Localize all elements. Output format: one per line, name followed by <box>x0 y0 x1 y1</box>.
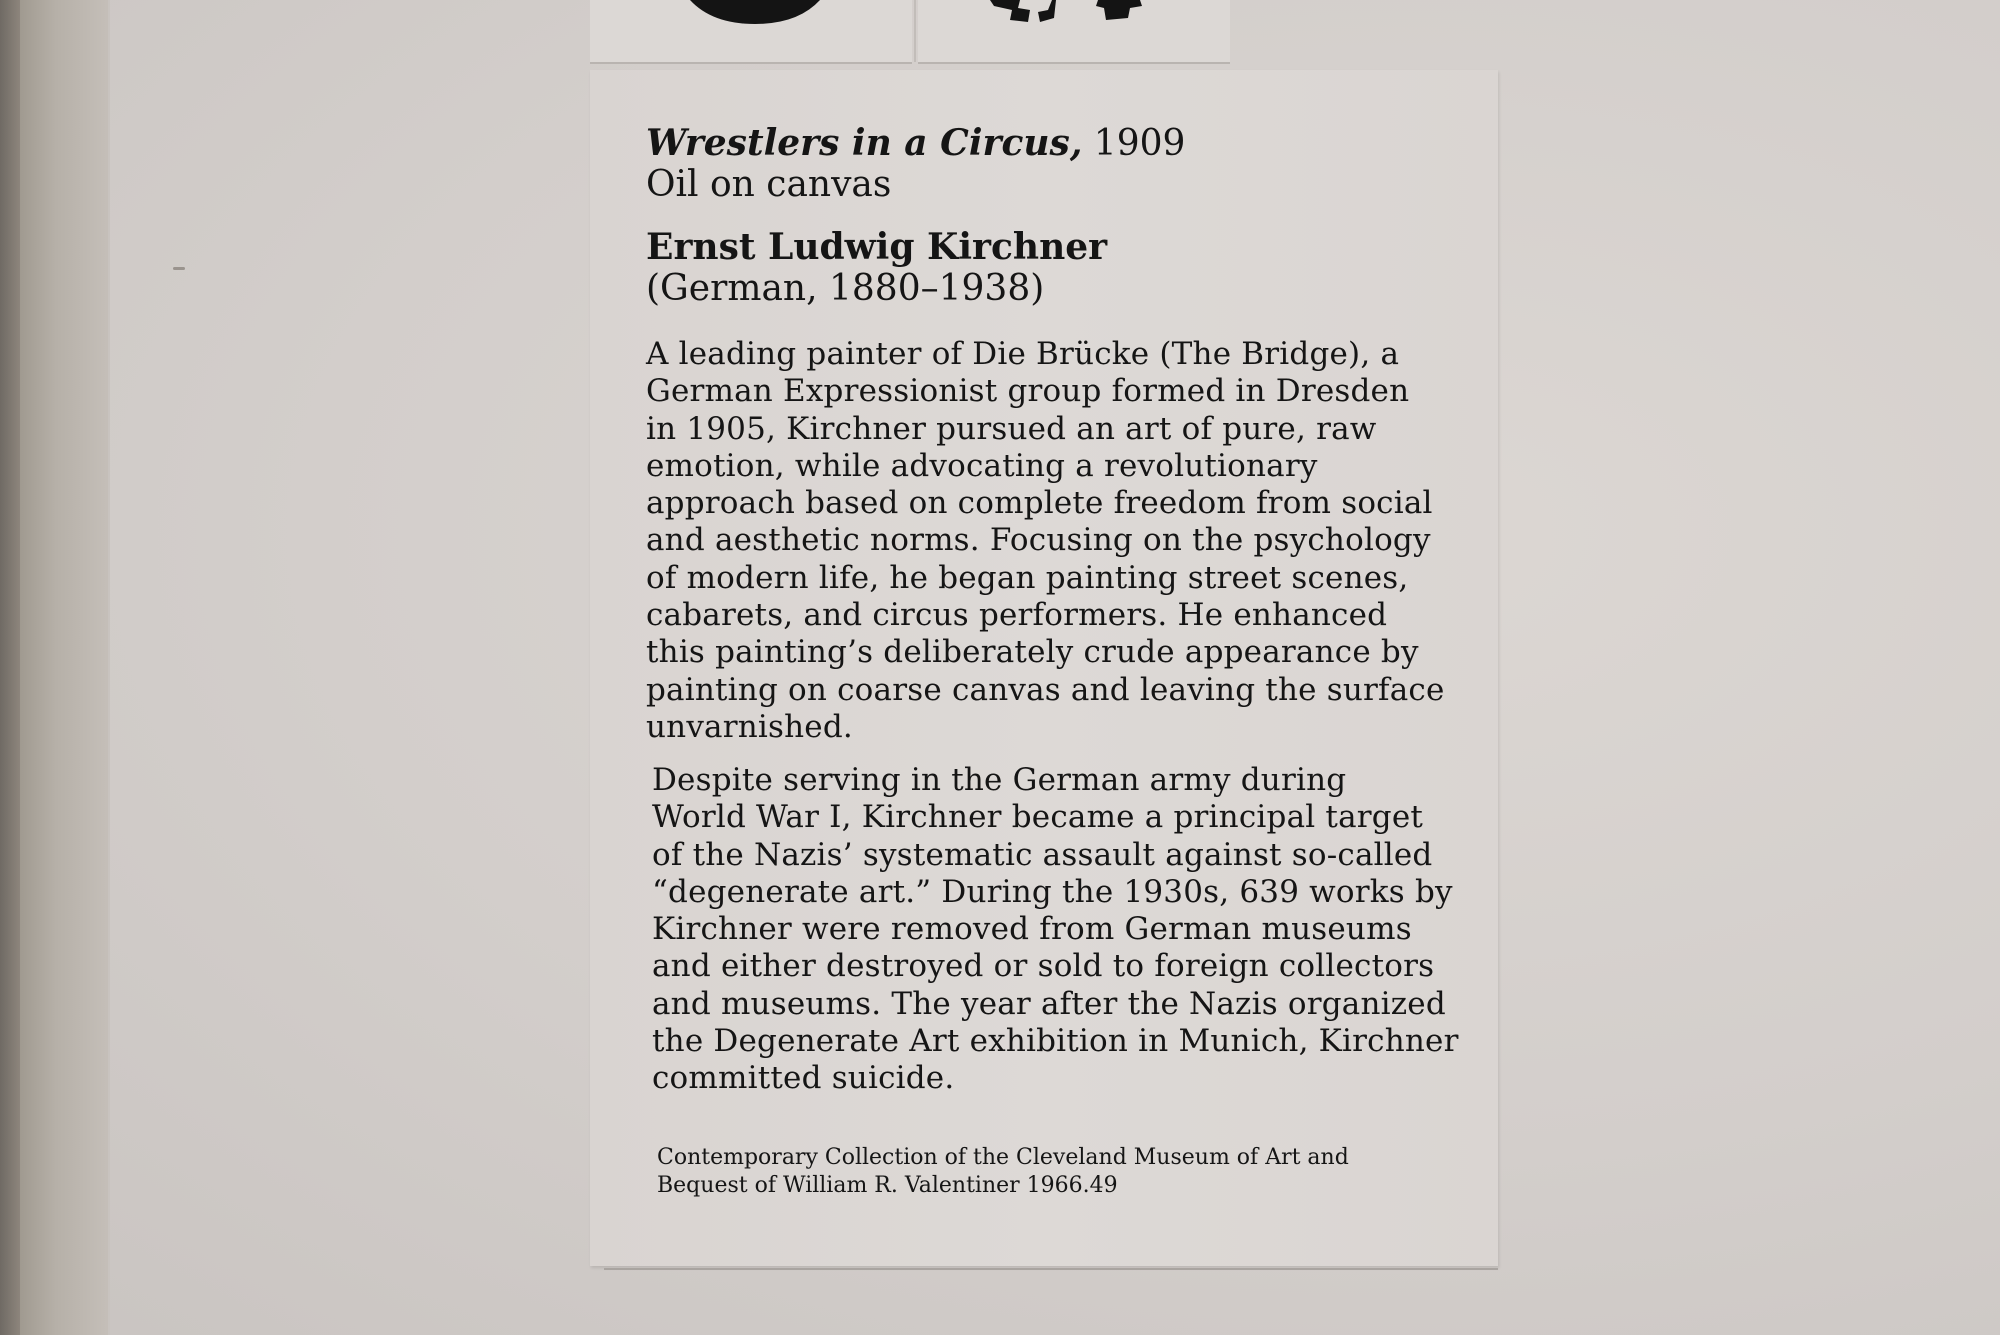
artwork-medium: Oil on canvas <box>646 164 892 205</box>
semicircle-graphic <box>690 0 820 24</box>
black-castellated-shape-icon <box>990 0 1160 26</box>
artwork-title: Wrestlers in a Circus, <box>646 122 1083 164</box>
wall-corner-edge <box>20 0 110 1335</box>
wall-nail-mark <box>173 267 185 270</box>
black-semicircle-icon <box>690 0 820 24</box>
label-bottom-edge <box>604 1268 1498 1270</box>
artist-name: Ernst Ludwig Kirchner <box>646 226 1108 268</box>
description-paragraph-1: A leading painter of Die Brücke (The Bridge), a German Expressionist group formed in Dresden in 1905, Kirchner pursued an art of pure, raw emotion, while advocating a revolutionary approach based on complete freedom from social and aesthetic norms. Focusing on the psychology of modern life, he began painting street scenes, cabarets, and circus performers. He enhanced this painting’s deliberately crude appearance by painting on coarse canvas and leaving the surface unvarnished. <box>646 336 1445 745</box>
doorway-shadow <box>0 0 20 1335</box>
credit-line: Contemporary Collection of the Cleveland Museum of Art and Bequest of William R. Valentiner 1966.49 <box>657 1145 1349 1198</box>
artwork-year: 1909 <box>1082 123 1186 164</box>
description-paragraph-2: Despite serving in the German army during World War I, Kirchner became a principal target of the Nazis’ systematic assault against so-called “degenerate art.” During the 1930s, 639 works by Kirchner were removed from German museums and either destroyed or sold to foreign collectors and museums. The year after the Nazis organized the Degenerate Art exhibition in Munich, Kirchner committed suicide. <box>652 762 1459 1097</box>
artist-nationality-dates: (German, 1880–1938) <box>646 268 1045 309</box>
castellated-graphic <box>990 0 1160 26</box>
icon-card-divider <box>914 0 916 62</box>
artwork-title-line <box>646 122 1185 165</box>
